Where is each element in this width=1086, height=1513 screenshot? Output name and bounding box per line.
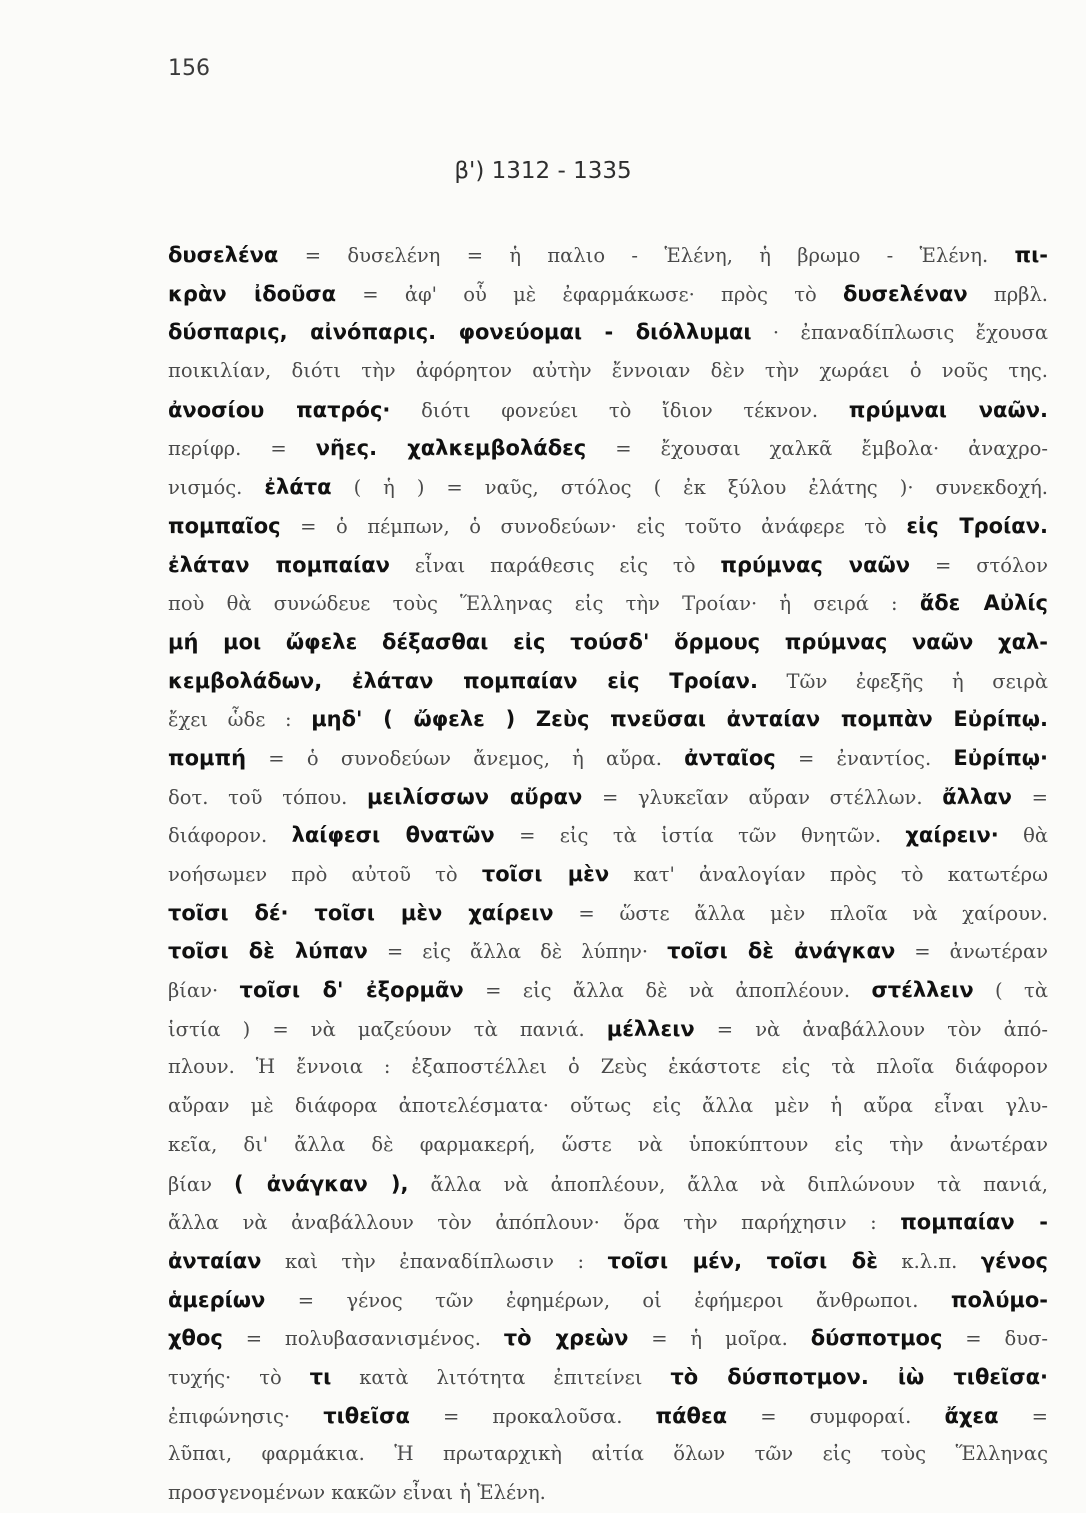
text-line: [168, 894, 1048, 933]
gloss-text: ( ἡ ) = ναῦς, στόλος ( ἐκ ξύλου ἐλάτης )· συνεκδοχή.: [331, 476, 1048, 500]
text-line: [168, 1358, 1048, 1397]
gloss-text: = ἐναντίος.: [775, 746, 954, 770]
gloss-text: = δυσ-: [942, 1327, 1048, 1351]
lemma-bold: ἀνταίαν: [168, 1248, 262, 1273]
gloss-text: =: [998, 1404, 1048, 1428]
lemma-bold: πομπαίαν -: [900, 1210, 1048, 1235]
gloss-text: = στόλον: [910, 553, 1048, 577]
text-line: [168, 429, 1048, 468]
gloss-text: κατὰ λιτότητα ἐπιτείνει: [331, 1365, 671, 1389]
gloss-text: νοήσωμεν πρὸ αὐτοῦ τὸ: [168, 863, 482, 886]
gloss-text: κατ' ἀναλογίαν πρὸς τὸ κατωτέρω: [609, 863, 1048, 886]
lemma-bold: μή μοι ὤφελε δέξασθαι εἰς τούσδ' ὅρμους πρύμνας ναῶν χαλ-: [168, 629, 1048, 654]
gloss-text: ( τὰ: [973, 979, 1048, 1003]
lemma-bold: δυσελέναν: [842, 281, 968, 306]
lemma-bold: πι-: [1014, 243, 1048, 267]
text-line: [168, 816, 1048, 855]
gloss-text: Τῶν ἐφεξῆς ἡ σειρὰ: [757, 669, 1048, 693]
gloss-text: ἄλλα νὰ ἀναβάλλουν τὸν ἀπόπλουν· ὅρα τὴν παρήχησιν :: [168, 1211, 901, 1235]
gloss-text: ποὺ θὰ συνώδευε τοὺς Ἕλληνας εἰς τὴν Τροίαν· ἡ σειρά :: [168, 592, 920, 616]
text-line: [168, 855, 1048, 894]
text-line: [168, 1397, 1048, 1436]
text-line: [168, 778, 1048, 817]
lemma-bold: κρὰν ἰδοῦσα: [168, 281, 337, 306]
gloss-text: ποικιλίαν, διότι τὴν ἀφόρητον αὐτὴν ἔννοιαν δὲν τὴν χωράει ὁ νοῦς της.: [168, 359, 1048, 383]
gloss-text: προσγενομένων κακῶν εἶναι ἡ Ἑλένη.: [168, 1481, 546, 1504]
text-line: [168, 1126, 1048, 1165]
page-number: 156: [168, 56, 210, 81]
text-line: [168, 1242, 1048, 1281]
section-heading: β') 1312 - 1335: [454, 158, 632, 184]
gloss-text: = ἀνωτέραν: [895, 940, 1048, 964]
text-line: [168, 546, 1048, 585]
text-line: [168, 700, 1048, 739]
lemma-bold: μηδ' ( ὤφελε ) Ζεὺς πνεῦσαι ἀνταίαν πομπὰν Εὐρίπῳ.: [311, 707, 1048, 732]
lemma-bold: τι: [309, 1364, 332, 1389]
text-line: [168, 739, 1048, 778]
gloss-text: πλουν. Ἡ ἔννοια : ἐξαποστέλλει ὁ Ζεὺς ἑκάστοτε εἰς τὰ πλοῖα διάφορον: [168, 1055, 1048, 1079]
text-line: [168, 1435, 1048, 1474]
text-line: [168, 1474, 1048, 1513]
lemma-bold: τοῖσι δέ· τοῖσι μὲν χαίρειν: [168, 900, 554, 925]
gloss-text: διότι φονεύει τὸ ἴδιον τέκνον.: [390, 398, 849, 422]
gloss-text: = συμφοραί.: [727, 1404, 945, 1428]
text-line: [168, 1010, 1048, 1049]
lemma-bold: κεμβολάδων, ἐλάταν πομπαίαν εἰς Τροίαν.: [168, 668, 758, 693]
gloss-text: = εἰς ἄλλα δὲ λύπην·: [367, 940, 668, 964]
lemma-bold: ἄδε Αὐλίς: [919, 591, 1048, 616]
gloss-text: = γένος τῶν ἐφημέρων, οἱ ἐφήμεροι ἄνθρωποι.: [265, 1288, 951, 1312]
gloss-text: = εἰς τὰ ἱστία τῶν θνητῶν.: [494, 824, 906, 848]
lemma-bold: γένος: [980, 1248, 1048, 1273]
gloss-text: πρβλ.: [967, 282, 1048, 306]
lemma-bold: τοῖσι μέν, τοῖσι δὲ: [607, 1248, 878, 1273]
text-line: [168, 391, 1048, 430]
gloss-text: = δυσελένη = ἡ παλιο - Ἑλένη, ἡ βρωμο - Ἑλένη.: [278, 244, 1015, 267]
lemma-bold: πρύμναι ναῶν.: [848, 397, 1048, 422]
lemma-bold: τιθεῖσα: [323, 1403, 410, 1428]
lemma-bold: Εὐρίπῳ·: [953, 745, 1048, 770]
lemma-bold: χαίρειν·: [905, 823, 999, 848]
lemma-bold: πομπή: [168, 745, 247, 770]
gloss-text: αὔραν μὲ διάφορα ἀποτελέσματα· οὕτως εἰς ἄλλα μὲν ἡ αὔρα εἶναι γλυ-: [168, 1094, 1048, 1118]
lemma-bold: πολύμο-: [950, 1287, 1048, 1312]
lemma-bold: λαίφεσι θνατῶν: [291, 823, 495, 848]
text-line: [168, 275, 1048, 314]
text-line: [168, 352, 1048, 391]
text-line: [168, 662, 1048, 701]
lemma-bold: χθος: [168, 1326, 223, 1351]
gloss-text: βίαν: [168, 1172, 234, 1196]
gloss-text: θὰ: [998, 824, 1048, 848]
gloss-text: · ἐπαναδίπλωσις ἔχουσα: [751, 321, 1048, 345]
lemma-bold: στέλλειν: [871, 978, 974, 1003]
gloss-text: διάφορον.: [168, 824, 292, 848]
text-line: [168, 236, 1048, 275]
gloss-text: κ.λ.π.: [877, 1249, 981, 1273]
gloss-text: λῦπαι, φαρμάκια. Ἡ πρωταρχικὴ αἰτία ὅλων τῶν εἰς τοὺς Ἕλληνας: [168, 1442, 1048, 1466]
lemma-bold: ἐλάταν πομπαίαν: [168, 552, 390, 577]
lemma-bold: πάθεα: [655, 1403, 728, 1428]
lemma-bold: δυσελένα: [168, 243, 279, 267]
text-line: [168, 971, 1048, 1010]
lemma-bold: ἁμερίων: [168, 1287, 266, 1312]
text-line: [168, 1048, 1048, 1087]
lemma-bold: τοῖσι δ' ἐξορμᾶν: [239, 978, 464, 1003]
gloss-text: κεῖα, δι' ἄλλα δὲ φαρμακερή, ὥστε νὰ ὑποκύπτουν εἰς τὴν ἀνωτέραν: [168, 1132, 1048, 1156]
lemma-bold: ἀνοσίου πατρός·: [168, 397, 391, 422]
lemma-bold: ἀνταῖος: [684, 745, 776, 770]
text-line: [168, 507, 1048, 546]
text-line: [168, 584, 1048, 623]
gloss-text: ἱστία ) = νὰ μαζεύουν τὰ πανιά.: [168, 1017, 607, 1041]
text-line: [168, 932, 1048, 971]
text-line: [168, 1319, 1048, 1358]
lemma-bold: νῆες. χαλκεμβολάδες: [315, 436, 587, 461]
text-line: [168, 623, 1048, 662]
text-line: [168, 1281, 1048, 1320]
text-line: [168, 1087, 1048, 1126]
lemma-bold: τὸ δύσποτμον. ἰὼ τιθεῖσα·: [670, 1364, 1048, 1389]
gloss-text: βίαν·: [168, 979, 240, 1003]
text-line: [168, 468, 1048, 507]
gloss-text: δοτ. τοῦ τόπου.: [168, 785, 368, 809]
lemma-bold: ἄλλαν: [942, 784, 1012, 809]
lemma-bold: μέλλειν: [606, 1016, 695, 1041]
lemma-bold: τοῖσι μὲν: [481, 862, 610, 886]
gloss-text: ἔχει ὧδε :: [168, 708, 312, 732]
lemma-bold: ἐλάτα: [264, 475, 332, 500]
lemma-bold: δύσποτμος: [810, 1326, 943, 1351]
gloss-text: ἐπιφώνησις·: [168, 1404, 324, 1428]
gloss-text: καὶ τὴν ἐπαναδίπλωσιν :: [261, 1249, 608, 1273]
gloss-text: = πολυβασανισμένος.: [222, 1327, 504, 1351]
lemma-bold: τοῖσι δὲ ἀνάγκαν: [667, 939, 896, 964]
gloss-text: =: [1011, 785, 1048, 809]
gloss-text: = προκαλοῦσα.: [409, 1404, 656, 1428]
lemma-bold: πομπαῖος: [168, 513, 281, 538]
lemma-bold: εἰς Τροίαν.: [906, 513, 1048, 538]
gloss-text: = νὰ ἀναβάλλουν τὸν ἀπό-: [694, 1017, 1048, 1041]
gloss-text: = εἰς ἄλλα δὲ νὰ ἀποπλέουν.: [463, 979, 872, 1003]
gloss-text: εἶναι παράθεσις εἰς τὸ: [389, 553, 721, 577]
lemma-bold: ἄχεα: [944, 1403, 999, 1428]
gloss-text: = ἔχουσαι χαλκᾶ ἔμβολα· ἀναχρο-: [586, 437, 1048, 461]
lemma-bold: τὸ χρεὼν: [503, 1326, 629, 1351]
gloss-text: = ὁ συνοδεύων ἄνεμος, ἡ αὔρα.: [246, 746, 685, 770]
text-line: [168, 1203, 1048, 1242]
commentary-text: [168, 236, 1048, 1513]
text-line: [168, 313, 1048, 352]
text-line: [168, 1165, 1048, 1204]
gloss-text: = γλυκεῖαν αὔραν στέλλων.: [582, 785, 943, 809]
gloss-text: νισμός.: [168, 476, 265, 500]
gloss-text: = ἀφ' οὗ μὲ ἐφαρμάκωσε· πρὸς τὸ: [336, 282, 843, 306]
gloss-text: = ὁ πέμπων, ὁ συνοδεύων· εἰς τοῦτο ἀνάφερε τὸ: [280, 514, 907, 538]
lemma-bold: μειλίσσων αὔραν: [367, 784, 583, 809]
gloss-text: = ἡ μοῖρα.: [628, 1327, 811, 1351]
gloss-text: ἄλλα νὰ ἀποπλέουν, ἄλλα νὰ διπλώνουν τὰ πανιά,: [408, 1172, 1048, 1196]
gloss-text: = ὥστε ἄλλα μὲν πλοῖα νὰ χαίρουν.: [553, 901, 1048, 925]
lemma-bold: πρύμνας ναῶν: [720, 552, 911, 577]
lemma-bold: δύσπαρις, αἰνόπαρις. φονεύομαι - διόλλυμαι: [168, 320, 752, 345]
lemma-bold: τοῖσι δὲ λύπαν: [168, 939, 368, 964]
lemma-bold: ( ἀνάγκαν ),: [233, 1171, 409, 1196]
gloss-text: τυχής· τὸ: [168, 1365, 310, 1389]
gloss-text: περίφρ. =: [168, 437, 316, 461]
